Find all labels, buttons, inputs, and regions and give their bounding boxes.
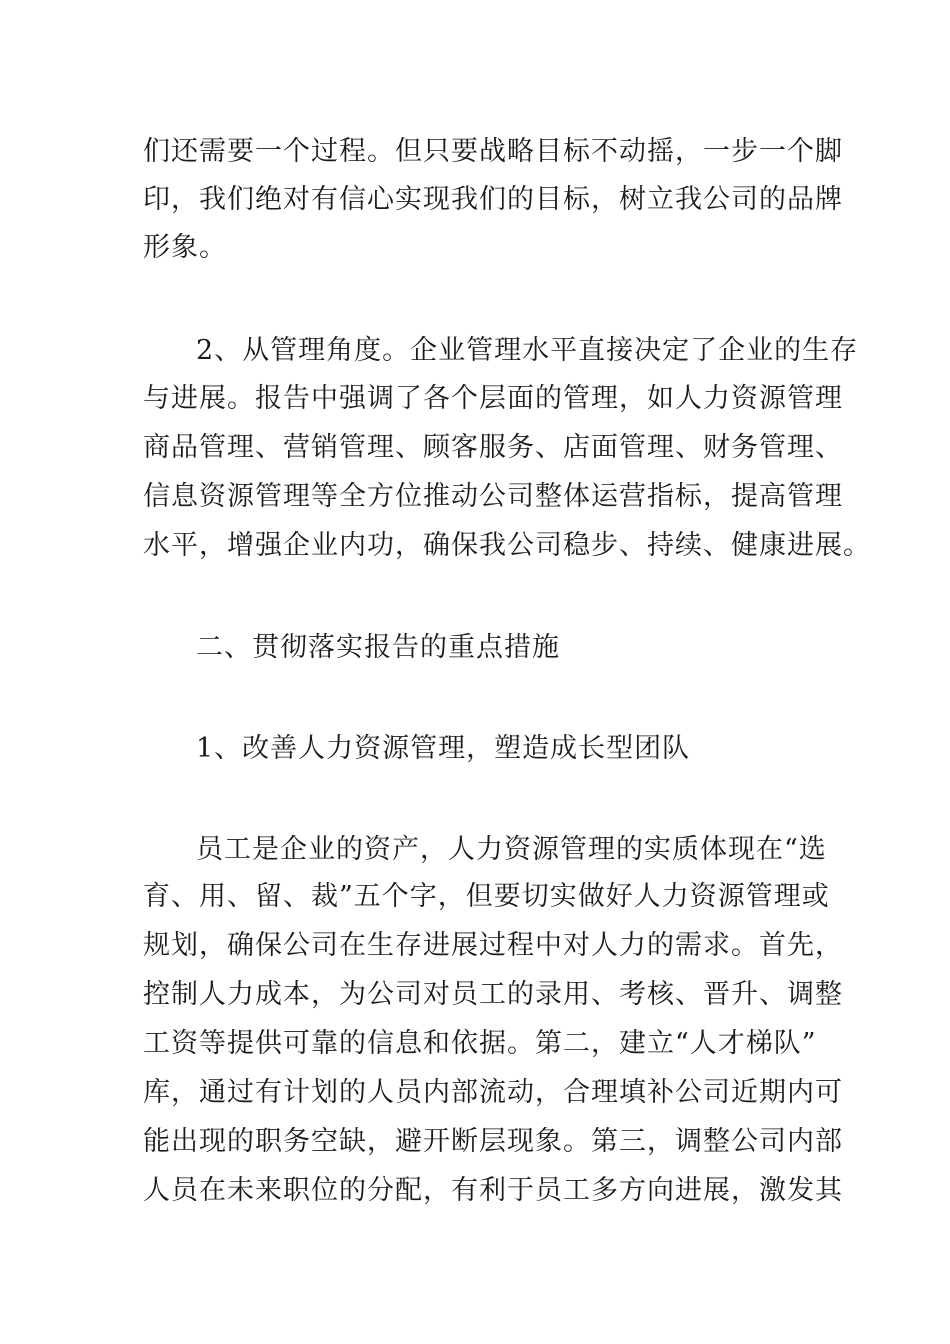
- paragraph-line: 信息资源管理等全方位推动公司整体运营指标，提高管理: [143, 481, 843, 512]
- paragraph-line: 库，通过有计划的人员内部流动，合理填补公司近期内可: [143, 1077, 843, 1108]
- paragraph-line: 印，我们绝对有信心实现我们的目标，树立我公司的品牌: [143, 184, 843, 215]
- paragraph-line: 与进展。报告中强调了各个层面的管理，如人力资源管理: [143, 383, 843, 414]
- section-heading: 二、贯彻落实报告的重点措施: [196, 632, 560, 663]
- paragraph-line: 员工是企业的资产，人力资源管理的实质体现在“选: [196, 834, 827, 865]
- paragraph-line: 育、用、留、裁”五个字，但要切实做好人力资源管理或: [143, 881, 830, 912]
- paragraph-line: 工资等提供可靠的信息和依据。第二，建立“人才梯队”: [143, 1028, 817, 1059]
- paragraph-line: 们还需要一个过程。但只要战略目标不动摇，一步一个脚: [143, 136, 843, 167]
- paragraph-line: 水平，增强企业内功，确保我公司稳步、持续、健康进展。: [143, 530, 871, 561]
- paragraph-line: 规划，确保公司在生存进展过程中对人力的需求。首先，: [143, 930, 843, 961]
- subsection-heading: 1、改善人力资源管理，塑造成长型团队: [196, 733, 691, 764]
- paragraph-line: 控制人力成本，为公司对员工的录用、考核、晋升、调整: [143, 979, 843, 1010]
- paragraph-line: 2、从管理角度。企业管理水平直接决定了企业的生存: [196, 335, 859, 366]
- paragraph-line: 能出现的职务空缺，避开断层现象。第三，调整公司内部: [143, 1126, 843, 1157]
- paragraph-line: 人员在未来职位的分配，有利于员工多方向进展，激发其: [143, 1175, 843, 1206]
- paragraph-line: 形象。: [143, 232, 227, 263]
- paragraph-line: 商品管理、营销管理、顾客服务、店面管理、财务管理、: [143, 432, 843, 463]
